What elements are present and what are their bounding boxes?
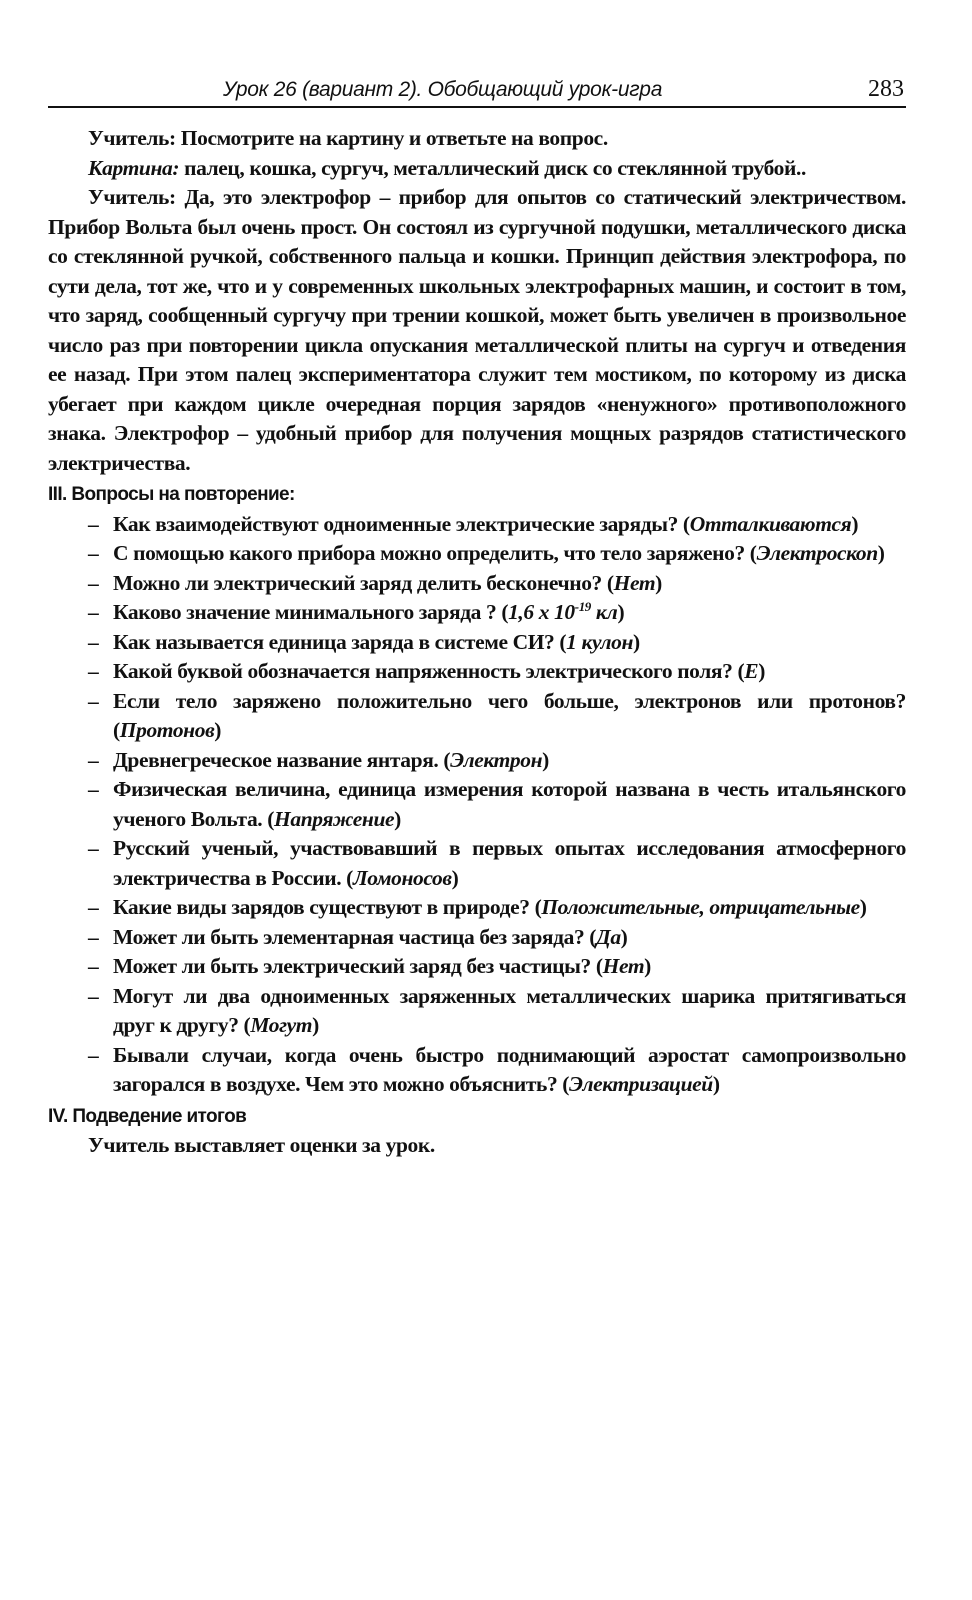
list-item (88, 923, 906, 953)
paragraph-text: Да, это электрофор – прибор для опытов со статический электричеством. Прибор Вольта был очень прост. Он состоял из сургучной подушки, металлического диска со стеклянной ручкой, собственного пальца и кошки. Принцип действия электрофора, по сути дела, тот же, что и у современных школьных электрофарных машин, и состоит в том, что заряд, сообщенный сургучу при трении кошкой, может быть увеличен в произвольное число раз при повторении цикла опускания металлической плиты на сургуч и отведения ее назад. При этом палец экспериментатора служит тем мостиком, по которому из диска убегает при каждом цикле очередная порция зарядов «ненужного» противоположного знака. Электрофор – удобный прибор для получения мощных разрядов статистического электричества. (48, 185, 906, 475)
question-text: Если тело заряжено положительно чего больше, электронов или протонов? ( (113, 688, 906, 742)
list-item (88, 952, 906, 982)
question-text: Какие виды зарядов существуют в природе? ( (113, 895, 542, 919)
question-text: Может ли быть элементарная частица без заряда? ( (113, 924, 597, 949)
question-text: С помощью какого прибора можно определить, что тело заряжено? ( (113, 541, 757, 565)
answer-text: 1,6 х 10 (508, 600, 575, 624)
answer-close: ) (633, 629, 640, 654)
answer-text: Протонов (119, 718, 215, 742)
answer-text: 1 кулон (566, 629, 634, 654)
list-item (88, 982, 906, 1041)
section-heading-summary: IV. Подведение итогов (48, 1105, 247, 1127)
answer-close: ) (451, 865, 459, 890)
answer-text: Напряжение (274, 806, 395, 831)
question-text: Как называется единица заряда в системе СИ? ( (113, 629, 567, 654)
answer-close: ) (617, 600, 625, 624)
question-text: Может ли быть электрический заряд без частицы? ( (113, 954, 603, 978)
list-item (88, 510, 906, 540)
paragraph-teacher-2 (48, 183, 906, 478)
answer-close: ) (312, 1013, 319, 1037)
paragraph-text: Посмотрите на картину и ответьте на вопрос. (175, 126, 608, 150)
running-head (48, 70, 906, 108)
question-text: Какой буквой обозначается напряженность электрического поля? ( (113, 659, 745, 683)
answer-close: ) (877, 541, 885, 565)
list-item (88, 687, 906, 746)
section-heading-questions: III. Вопросы на повторение: (48, 484, 295, 505)
answer-close: ) (655, 570, 662, 595)
question-text: Можно ли электрический заряд делить бесконечно? ( (113, 570, 614, 595)
answer-text: Положительные, отрицательные (541, 895, 860, 919)
questions-list (48, 510, 906, 1100)
teacher-label: Учитель: (88, 185, 176, 209)
list-item (88, 657, 906, 687)
list-item (88, 893, 906, 923)
question-text: Каково значение минимального заряда ? ( (113, 600, 509, 624)
paragraph-picture (48, 154, 906, 184)
question-text: Русский ученый, участвовавший в первых опытах исследования атмосферного электричества в России. ( (113, 836, 906, 890)
list-item (88, 598, 906, 628)
question-text: Могут ли два одноименных заряженных металлических шарика притягиваться друг к другу? ( (113, 983, 906, 1037)
answer-text: Ломоносов (352, 865, 452, 890)
list-item (88, 775, 906, 834)
answer-close: ) (542, 747, 549, 772)
list-item (88, 834, 906, 893)
answer-text: Да (596, 924, 621, 949)
answer-close: ) (214, 718, 222, 742)
paragraph-text: палец, кошка, сургуч, металлический диск со стеклянной трубой.. (179, 155, 806, 180)
running-title: Урок 26 (вариант 2). Обобщающий урок-игра (223, 78, 663, 101)
answer-text: Электроскоп (756, 541, 878, 565)
answer-unit: кл (590, 600, 618, 624)
picture-label: Картина: (88, 155, 180, 180)
list-item (88, 569, 906, 599)
answer-text: Отталкиваются (689, 511, 852, 536)
answer-close: ) (851, 511, 859, 536)
list-item (88, 1041, 906, 1100)
answer-text: Электризацией (569, 1072, 713, 1096)
list-item (88, 746, 906, 776)
page-body (48, 124, 906, 1161)
answer-close: ) (394, 806, 401, 831)
list-item (88, 628, 906, 658)
answer-close: ) (620, 924, 628, 949)
answer-text: Электрон (450, 747, 543, 772)
page-number: 283 (868, 76, 904, 102)
question-text: Бывали случаи, когда очень быстро поднимающий аэростат самопроизвольно загорался в воздухе. Чем это можно объяснить? ( (113, 1042, 906, 1096)
question-text: Физическая величина, единица измерения которой названа в честь итальянского ученого Вольта. ( (113, 777, 906, 831)
answer-text: Е (744, 659, 759, 683)
paragraph-teacher-1 (48, 124, 906, 154)
answer-text: Могут (250, 1013, 313, 1037)
answer-text: Нет (602, 954, 645, 978)
answer-exponent: -19 (574, 598, 591, 614)
question-text: Древнегреческое название янтаря. ( (113, 747, 451, 772)
list-item (88, 539, 906, 569)
teacher-label: Учитель: (88, 126, 176, 150)
paragraph-summary: Учитель выставляет оценки за урок. (88, 1133, 435, 1157)
answer-close: ) (712, 1072, 720, 1096)
answer-text: Нет (613, 570, 656, 595)
answer-close: ) (758, 659, 765, 683)
answer-close: ) (859, 895, 867, 919)
answer-close: ) (644, 954, 651, 978)
question-text: Как взаимодействуют одноименные электрические заряды? ( (113, 511, 690, 536)
